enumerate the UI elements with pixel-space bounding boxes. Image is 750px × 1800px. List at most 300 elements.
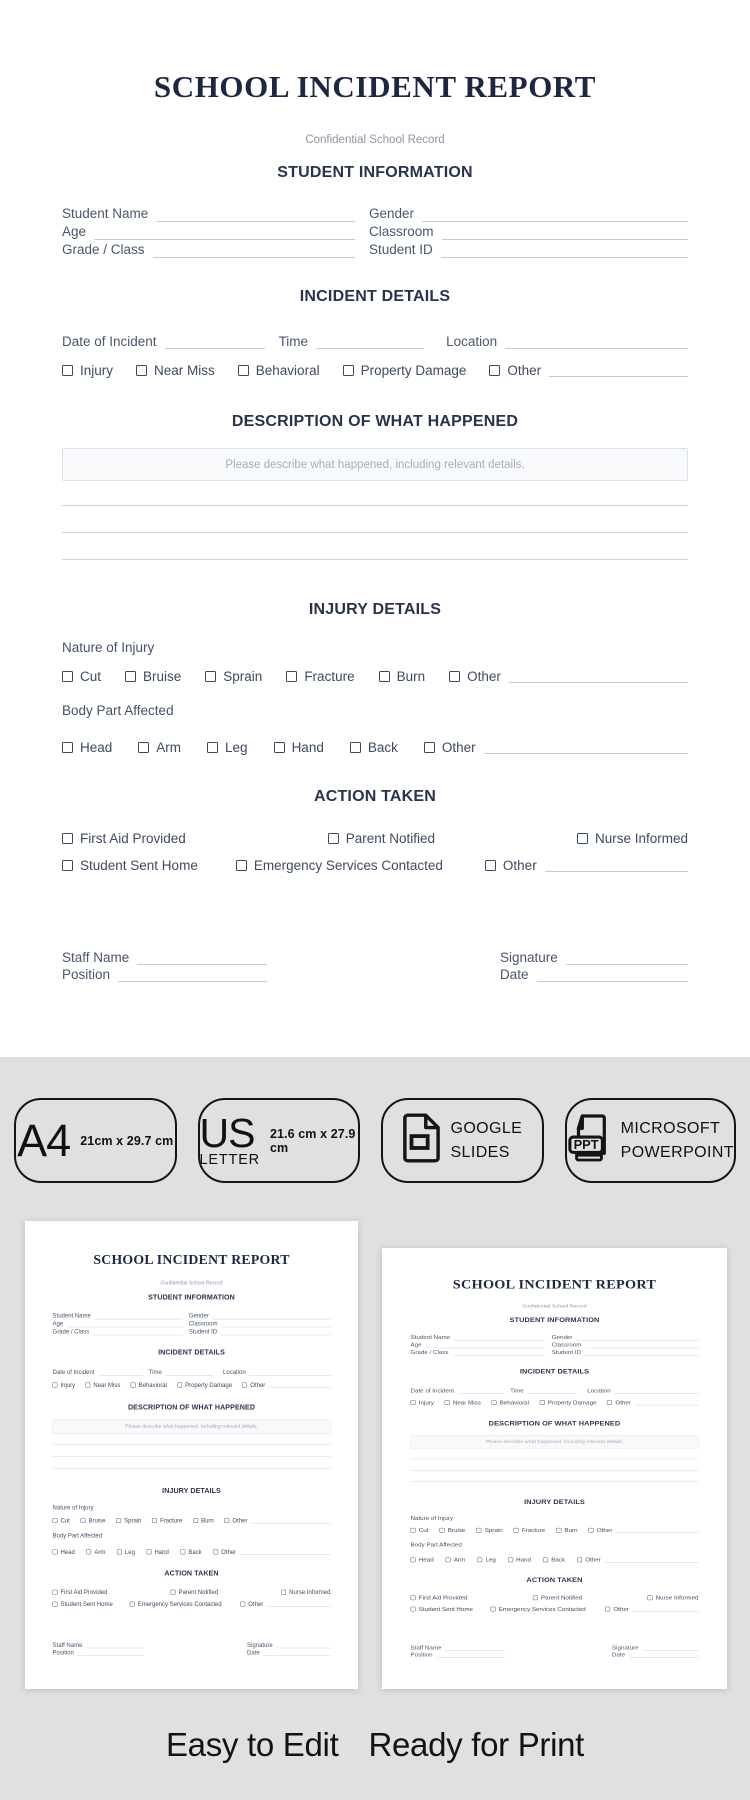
checkbox-square[interactable] [130,1602,135,1607]
other-field-line[interactable] [633,1607,699,1612]
signoff-left-column [53,1641,144,1656]
google-slides-icon [402,1113,440,1168]
a4-dimensions: 21cm x 29.7 cm [80,1133,174,1148]
checkbox-fracture[interactable]: Fracture [286,669,354,684]
checkbox-square[interactable] [350,742,361,753]
checkbox-square[interactable] [281,1590,286,1595]
tagline-easy-to-edit: Easy to Edit [165,1726,339,1763]
field-line[interactable] [442,226,688,240]
checkbox-square[interactable] [53,1518,58,1523]
checkbox-square[interactable] [286,671,297,682]
section-heading-action-taken: ACTION TAKEN [526,1576,583,1584]
other-field-line[interactable] [251,1518,331,1523]
checkbox-square[interactable] [445,1400,450,1405]
checkbox-sprain[interactable]: Sprain [116,1517,141,1524]
field-line[interactable] [458,1388,504,1394]
field-line[interactable] [436,1652,505,1658]
checkbox-nurse-informed[interactable]: Nurse Informed [647,1595,698,1601]
field-line[interactable] [452,1350,545,1356]
badge-text-line: SLIDES [450,1143,510,1161]
checkbox-square[interactable] [556,1528,561,1533]
checkbox-sprain[interactable]: Sprain [476,1527,502,1533]
signoff-left-column [411,1644,505,1658]
field-label: Position [410,1651,433,1658]
checkbox-square[interactable] [86,1549,91,1554]
checkbox-hand[interactable]: Hand [508,1557,531,1563]
checkbox-square[interactable] [605,1607,610,1612]
checkbox-square[interactable] [490,1607,495,1612]
field-staff-name [62,948,267,965]
field-position [53,1648,144,1656]
checkbox-bruise[interactable]: Bruise [440,1527,466,1533]
checkbox-square[interactable] [577,833,588,844]
field-grade-class [53,1327,183,1335]
checkbox-square[interactable] [138,742,149,753]
checkbox-square[interactable] [485,860,496,871]
body-part-affected-label: Body Part Affected [52,1532,103,1539]
field-line[interactable] [249,1369,330,1375]
checkbox-other-group [213,1549,330,1556]
incident-report-document [382,1248,727,1689]
checkbox-burn[interactable]: Burn [556,1527,577,1533]
field-label: Grade / Class [62,242,145,257]
checkbox-other[interactable]: Other [607,1399,631,1405]
checkbox-square[interactable] [81,1518,86,1523]
checkbox-first-aid-provided[interactable]: First Aid Provided [62,831,186,846]
checkbox-other[interactable]: Other [577,1557,601,1563]
field-line[interactable] [614,1388,698,1394]
field-line[interactable] [94,226,355,240]
checkbox-square[interactable] [53,1602,58,1607]
checkbox-square[interactable] [62,860,73,871]
checkbox-first-aid-provided[interactable]: First Aid Provided [53,1589,108,1596]
field-line[interactable] [98,1369,142,1375]
checkbox-square[interactable] [411,1528,416,1533]
other-field-line[interactable] [635,1400,699,1405]
a4-label: A4 [17,1115,71,1166]
checkbox-leg[interactable]: Leg [207,740,248,755]
checkbox-sprain[interactable]: Sprain [205,669,262,684]
checkbox-square[interactable] [131,1383,136,1388]
checkbox-other[interactable]: Other [242,1382,265,1389]
field-student-id [552,1348,699,1356]
checkbox-burn[interactable]: Burn [379,669,426,684]
field-label: Date [612,1651,626,1658]
checkbox-square[interactable] [491,1400,496,1405]
us-label: US [199,1109,255,1156]
checkbox-square[interactable] [205,671,216,682]
checkbox-other[interactable]: Other [213,1549,236,1556]
section-heading-description: DESCRIPTION OF WHAT HAPPENED [127,1403,256,1412]
checkbox-back[interactable]: Back [543,1557,565,1563]
checkbox-arm[interactable]: Arm [138,740,181,755]
checkbox-arm[interactable]: Arm [446,1557,466,1563]
field-signature [500,948,688,965]
field-label: Student ID [188,1328,218,1335]
section-heading-incident-details: INCIDENT DETAILS [158,1348,225,1357]
checkbox-bruise[interactable]: Bruise [81,1517,106,1524]
section-heading-incident-details: INCIDENT DETAILS [519,1368,590,1376]
description-placeholder: Please describe what happened, including relevant details. [485,1439,624,1445]
incident-type-checkboxes [62,363,688,378]
other-field-line[interactable] [549,365,688,377]
field-label: Date [500,967,529,982]
checkbox-cut[interactable]: Cut [411,1527,429,1533]
field-student-id [189,1327,331,1335]
checkbox-student-sent-home[interactable]: Student Sent Home [62,858,198,873]
checkbox-other[interactable]: Other [605,1606,629,1612]
checkbox-square[interactable] [476,1528,481,1533]
preview-a4-content [25,1221,358,1689]
field-label-date-of-incident: Date of Incident [62,334,157,349]
checkbox-square[interactable] [62,833,73,844]
checkbox-square[interactable] [177,1383,182,1388]
field-label-time: Time [510,1387,524,1394]
field-label: Student Name [52,1312,91,1319]
checkbox-head[interactable]: Head [411,1557,434,1563]
field-line[interactable] [93,1329,183,1335]
checkbox-square[interactable] [411,1607,416,1612]
checkbox-square[interactable] [508,1558,513,1563]
signoff-block [53,1641,331,1656]
checkbox-square[interactable] [589,1528,594,1533]
ruled-line [62,505,688,506]
checkbox-square[interactable] [477,1558,482,1563]
ppt-label: PPT [573,1137,599,1152]
field-label: Signature [500,950,558,965]
checkbox-square[interactable] [62,671,73,682]
field-line[interactable] [527,1388,577,1394]
checkbox-square[interactable] [343,365,354,376]
checkbox-square[interactable] [514,1528,519,1533]
preview-page-us-letter[interactable] [382,1248,727,1689]
incident-report-document [25,1221,358,1689]
checkbox-square[interactable] [53,1590,58,1595]
field-line[interactable] [585,1350,699,1356]
checkbox-emergency-services-contacted[interactable]: Emergency Services Contacted [490,1606,585,1612]
checkbox-hand[interactable]: Hand [146,1549,168,1556]
body-part-affected-label: Body Part Affected [410,1541,462,1548]
description-input[interactable] [62,448,688,481]
checkbox-square[interactable] [328,833,339,844]
checkbox-hand[interactable]: Hand [274,740,324,755]
field-line[interactable] [316,335,424,349]
checkbox-square[interactable] [136,365,147,376]
checkbox-square[interactable] [533,1596,538,1601]
field-line[interactable] [441,244,688,258]
field-label: Student Name [410,1333,451,1341]
signoff-block [62,948,688,982]
checkbox-burn[interactable]: Burn [193,1517,214,1524]
section-heading-student-information: STUDENT INFORMATION [148,1293,235,1302]
field-line[interactable] [537,968,688,982]
field-date [247,1648,330,1656]
incident-type-checkboxes [411,1399,699,1405]
section-heading-injury-details: INJURY DETAILS [162,1487,221,1495]
checkbox-square[interactable] [647,1596,652,1601]
checkbox-behavioral[interactable]: Behavioral [491,1399,529,1405]
checkbox-square[interactable] [85,1383,90,1388]
checkbox-square[interactable] [180,1549,185,1554]
checkbox-back[interactable]: Back [350,740,398,755]
field-classroom [369,222,688,240]
checkbox-leg[interactable]: Leg [477,1557,496,1563]
checkbox-square[interactable] [236,860,247,871]
field-gender [369,204,688,222]
field-line[interactable] [156,208,355,222]
checkbox-behavioral[interactable]: Behavioral [131,1382,167,1389]
nature-of-injury-label: Nature of Injury [62,640,155,655]
letter-label: LETTER [199,1151,260,1168]
field-label: Date [247,1649,260,1656]
checkbox-emergency-services-contacted[interactable]: Emergency Services Contacted [130,1601,222,1608]
checkbox-square[interactable] [424,742,435,753]
field-date [612,1651,698,1658]
field-line[interactable] [505,335,688,349]
checkbox-other-group [449,669,688,684]
checkbox-square[interactable] [238,365,249,376]
checkbox-square[interactable] [577,1558,582,1563]
description-input[interactable] [411,1435,699,1449]
field-line[interactable] [137,951,267,965]
checkbox-bruise[interactable]: Bruise [125,669,181,684]
field-student-name [411,1333,546,1341]
document-title: SCHOOL INCIDENT REPORT [153,69,597,104]
field-label: Age [410,1341,422,1348]
signoff-block [411,1644,699,1658]
checkbox-square[interactable] [411,1596,416,1601]
checkbox-student-sent-home[interactable]: Student Sent Home [53,1601,113,1608]
checkbox-other-group [605,1606,698,1612]
other-field-line[interactable] [545,860,688,872]
field-grade-class [411,1348,546,1356]
checkbox-square[interactable] [449,671,460,682]
field-label: Gender [369,206,415,221]
field-line[interactable] [566,951,688,965]
field-line[interactable] [165,1369,213,1375]
description-placeholder: Please describe what happened, including relevant details. [225,458,525,471]
checkbox-first-aid-provided[interactable]: First Aid Provided [411,1595,468,1601]
checkbox-square[interactable] [540,1400,545,1405]
other-field-line[interactable] [604,1557,698,1562]
field-label: Staff Name [62,950,130,965]
nature-of-injury-label: Nature of Injury [52,1504,94,1511]
checkbox-square[interactable] [411,1558,416,1563]
checkbox-square[interactable] [207,742,218,753]
other-field-line[interactable] [616,1528,698,1533]
tagline-ready-for-print: Ready for Print [368,1726,585,1763]
checkbox-square[interactable] [489,365,500,376]
other-field-line[interactable] [509,671,688,683]
checkbox-square[interactable] [116,1518,121,1523]
field-classroom [552,1341,699,1349]
field-label: Classroom [551,1341,582,1348]
field-line[interactable] [77,1650,143,1656]
field-age [62,222,355,240]
checkbox-square[interactable] [53,1383,58,1388]
field-label: Staff Name [52,1641,83,1649]
checkbox-square[interactable] [224,1518,229,1523]
format-badge-powerpoint [565,1098,736,1183]
checkbox-square[interactable] [446,1558,451,1563]
checkbox-square[interactable] [242,1383,247,1388]
checkbox-injury[interactable]: Injury [411,1399,434,1405]
checkbox-emergency-services-contacted[interactable]: Emergency Services Contacted [236,858,443,873]
field-label-location: Location [587,1387,611,1394]
other-field-line[interactable] [240,1549,331,1554]
checkbox-square[interactable] [117,1549,122,1554]
powerpoint-icon [567,1113,611,1168]
field-grade-class [62,240,355,258]
checkbox-head[interactable]: Head [53,1549,75,1556]
field-label-date-of-incident: Date of Incident [52,1368,95,1376]
checkbox-square[interactable] [62,742,73,753]
field-label: Gender [551,1333,573,1341]
checkbox-behavioral[interactable]: Behavioral [238,363,320,378]
checkbox-arm[interactable]: Arm [86,1549,105,1556]
injury-nature-checkboxes [62,669,688,684]
incident-meta-row [53,1368,331,1376]
checkbox-other[interactable]: Other [224,1517,247,1524]
preview-page-a4[interactable] [25,1221,358,1689]
checkbox-fracture[interactable]: Fracture [152,1517,182,1524]
checkbox-other-group [589,1527,699,1533]
checkbox-square[interactable] [152,1518,157,1523]
nature-of-injury-label: Nature of Injury [410,1515,453,1522]
checkbox-near-miss[interactable]: Near Miss [85,1382,120,1389]
description-placeholder: Please describe what happened, including relevant details. [125,1423,258,1430]
checkbox-square[interactable] [146,1549,151,1554]
checkbox-head[interactable]: Head [62,740,112,755]
checkbox-cut[interactable]: Cut [62,669,101,684]
field-signature [247,1641,330,1649]
checkbox-square[interactable] [274,742,285,753]
field-line[interactable] [263,1650,330,1656]
field-label: Staff Name [410,1644,442,1651]
checkbox-back[interactable]: Back [180,1549,201,1556]
checkbox-square[interactable] [171,1590,176,1595]
student-info-grid [411,1333,699,1356]
body-part-affected-label: Body Part Affected [62,703,174,718]
checkbox-property-damage[interactable]: Property Damage [540,1399,597,1405]
checkbox-parent-notified[interactable]: Parent Notified [328,831,435,846]
checkbox-parent-notified[interactable]: Parent Notified [533,1595,582,1601]
checkbox-student-sent-home[interactable]: Student Sent Home [411,1606,473,1612]
document-subtitle: Confidential School Record [305,134,445,146]
checkbox-square[interactable] [213,1549,218,1554]
field-label: Classroom [188,1320,218,1327]
checkbox-square[interactable] [62,365,73,376]
incident-type-checkboxes [53,1382,331,1389]
other-field-line[interactable] [269,1382,331,1387]
document-subtitle: Confidential School Record [160,1280,223,1286]
checkbox-square[interactable] [411,1400,416,1405]
field-label-location: Location [223,1368,246,1376]
field-label: Grade / Class [52,1328,90,1335]
checkbox-injury[interactable]: Injury [62,363,113,378]
checkbox-property-damage[interactable]: Property Damage [177,1382,232,1389]
field-line[interactable] [118,968,267,982]
field-line[interactable] [422,208,688,222]
section-heading-description: DESCRIPTION OF WHAT HAPPENED [231,413,519,430]
checkbox-nurse-informed[interactable]: Nurse Informed [281,1589,330,1596]
checkbox-other[interactable]: Other [485,858,537,873]
checkbox-square[interactable] [193,1518,198,1523]
body-part-checkboxes [53,1549,331,1556]
checkbox-other[interactable]: Other [240,1601,263,1608]
field-label-location: Location [446,334,498,349]
checkbox-other[interactable]: Other [489,363,541,378]
field-line[interactable] [153,244,355,258]
checkbox-injury[interactable]: Injury [53,1382,76,1389]
checkbox-cut[interactable]: Cut [53,1517,70,1524]
injury-nature-checkboxes [411,1527,699,1533]
checkbox-square[interactable] [240,1602,245,1607]
description-input[interactable] [53,1419,331,1434]
checkbox-square[interactable] [607,1400,612,1405]
field-label: Gender [188,1312,209,1319]
body-part-checkboxes [411,1557,699,1563]
action-taken-row-1 [62,831,688,846]
field-label-date-of-incident: Date of Incident [410,1387,455,1394]
checkbox-near-miss[interactable]: Near Miss [136,363,215,378]
field-label-time: Time [278,334,309,349]
field-gender [552,1333,699,1341]
checkbox-square[interactable] [543,1558,548,1563]
field-student-id [369,240,688,258]
field-line[interactable] [221,1329,331,1335]
checkbox-other-group [424,740,688,755]
ruled-line [62,559,688,560]
field-position [411,1651,505,1658]
student-info-grid [53,1311,331,1335]
checkbox-square[interactable] [53,1549,58,1554]
other-field-line[interactable] [484,742,688,754]
checkbox-nurse-informed[interactable]: Nurse Informed [577,831,688,846]
field-date [500,965,688,982]
checkbox-property-damage[interactable]: Property Damage [343,363,467,378]
checkbox-square[interactable] [379,671,390,682]
checkbox-near-miss[interactable]: Near Miss [445,1399,481,1405]
field-signature [612,1644,698,1651]
section-heading-injury-details: INJURY DETAILS [524,1498,585,1506]
document-title: SCHOOL INCIDENT REPORT [93,1251,290,1268]
field-label: Age [52,1320,64,1327]
checkbox-other[interactable]: Other [449,669,501,684]
checkbox-leg[interactable]: Leg [117,1549,135,1556]
field-label: Student Name [62,206,149,221]
checkbox-other-group [240,1601,330,1608]
checkbox-square[interactable] [125,671,136,682]
checkbox-square[interactable] [440,1528,445,1533]
format-badges-row [14,1098,736,1183]
tagline [0,1725,750,1765]
field-line[interactable] [165,335,265,349]
other-field-line[interactable] [267,1602,331,1607]
checkbox-other[interactable]: Other [424,740,476,755]
checkbox-fracture[interactable]: Fracture [514,1527,545,1533]
field-line[interactable] [629,1652,699,1658]
field-label: Classroom [369,224,434,239]
field-label-time: Time [148,1368,162,1376]
checkbox-other-group [607,1399,698,1405]
checkbox-parent-notified[interactable]: Parent Notified [171,1589,219,1596]
field-label: Signature [247,1641,273,1649]
field-age [53,1319,183,1327]
checkbox-other[interactable]: Other [589,1527,613,1533]
document-subtitle: Confidential School Record [522,1303,587,1309]
incident-meta-row [62,332,688,349]
